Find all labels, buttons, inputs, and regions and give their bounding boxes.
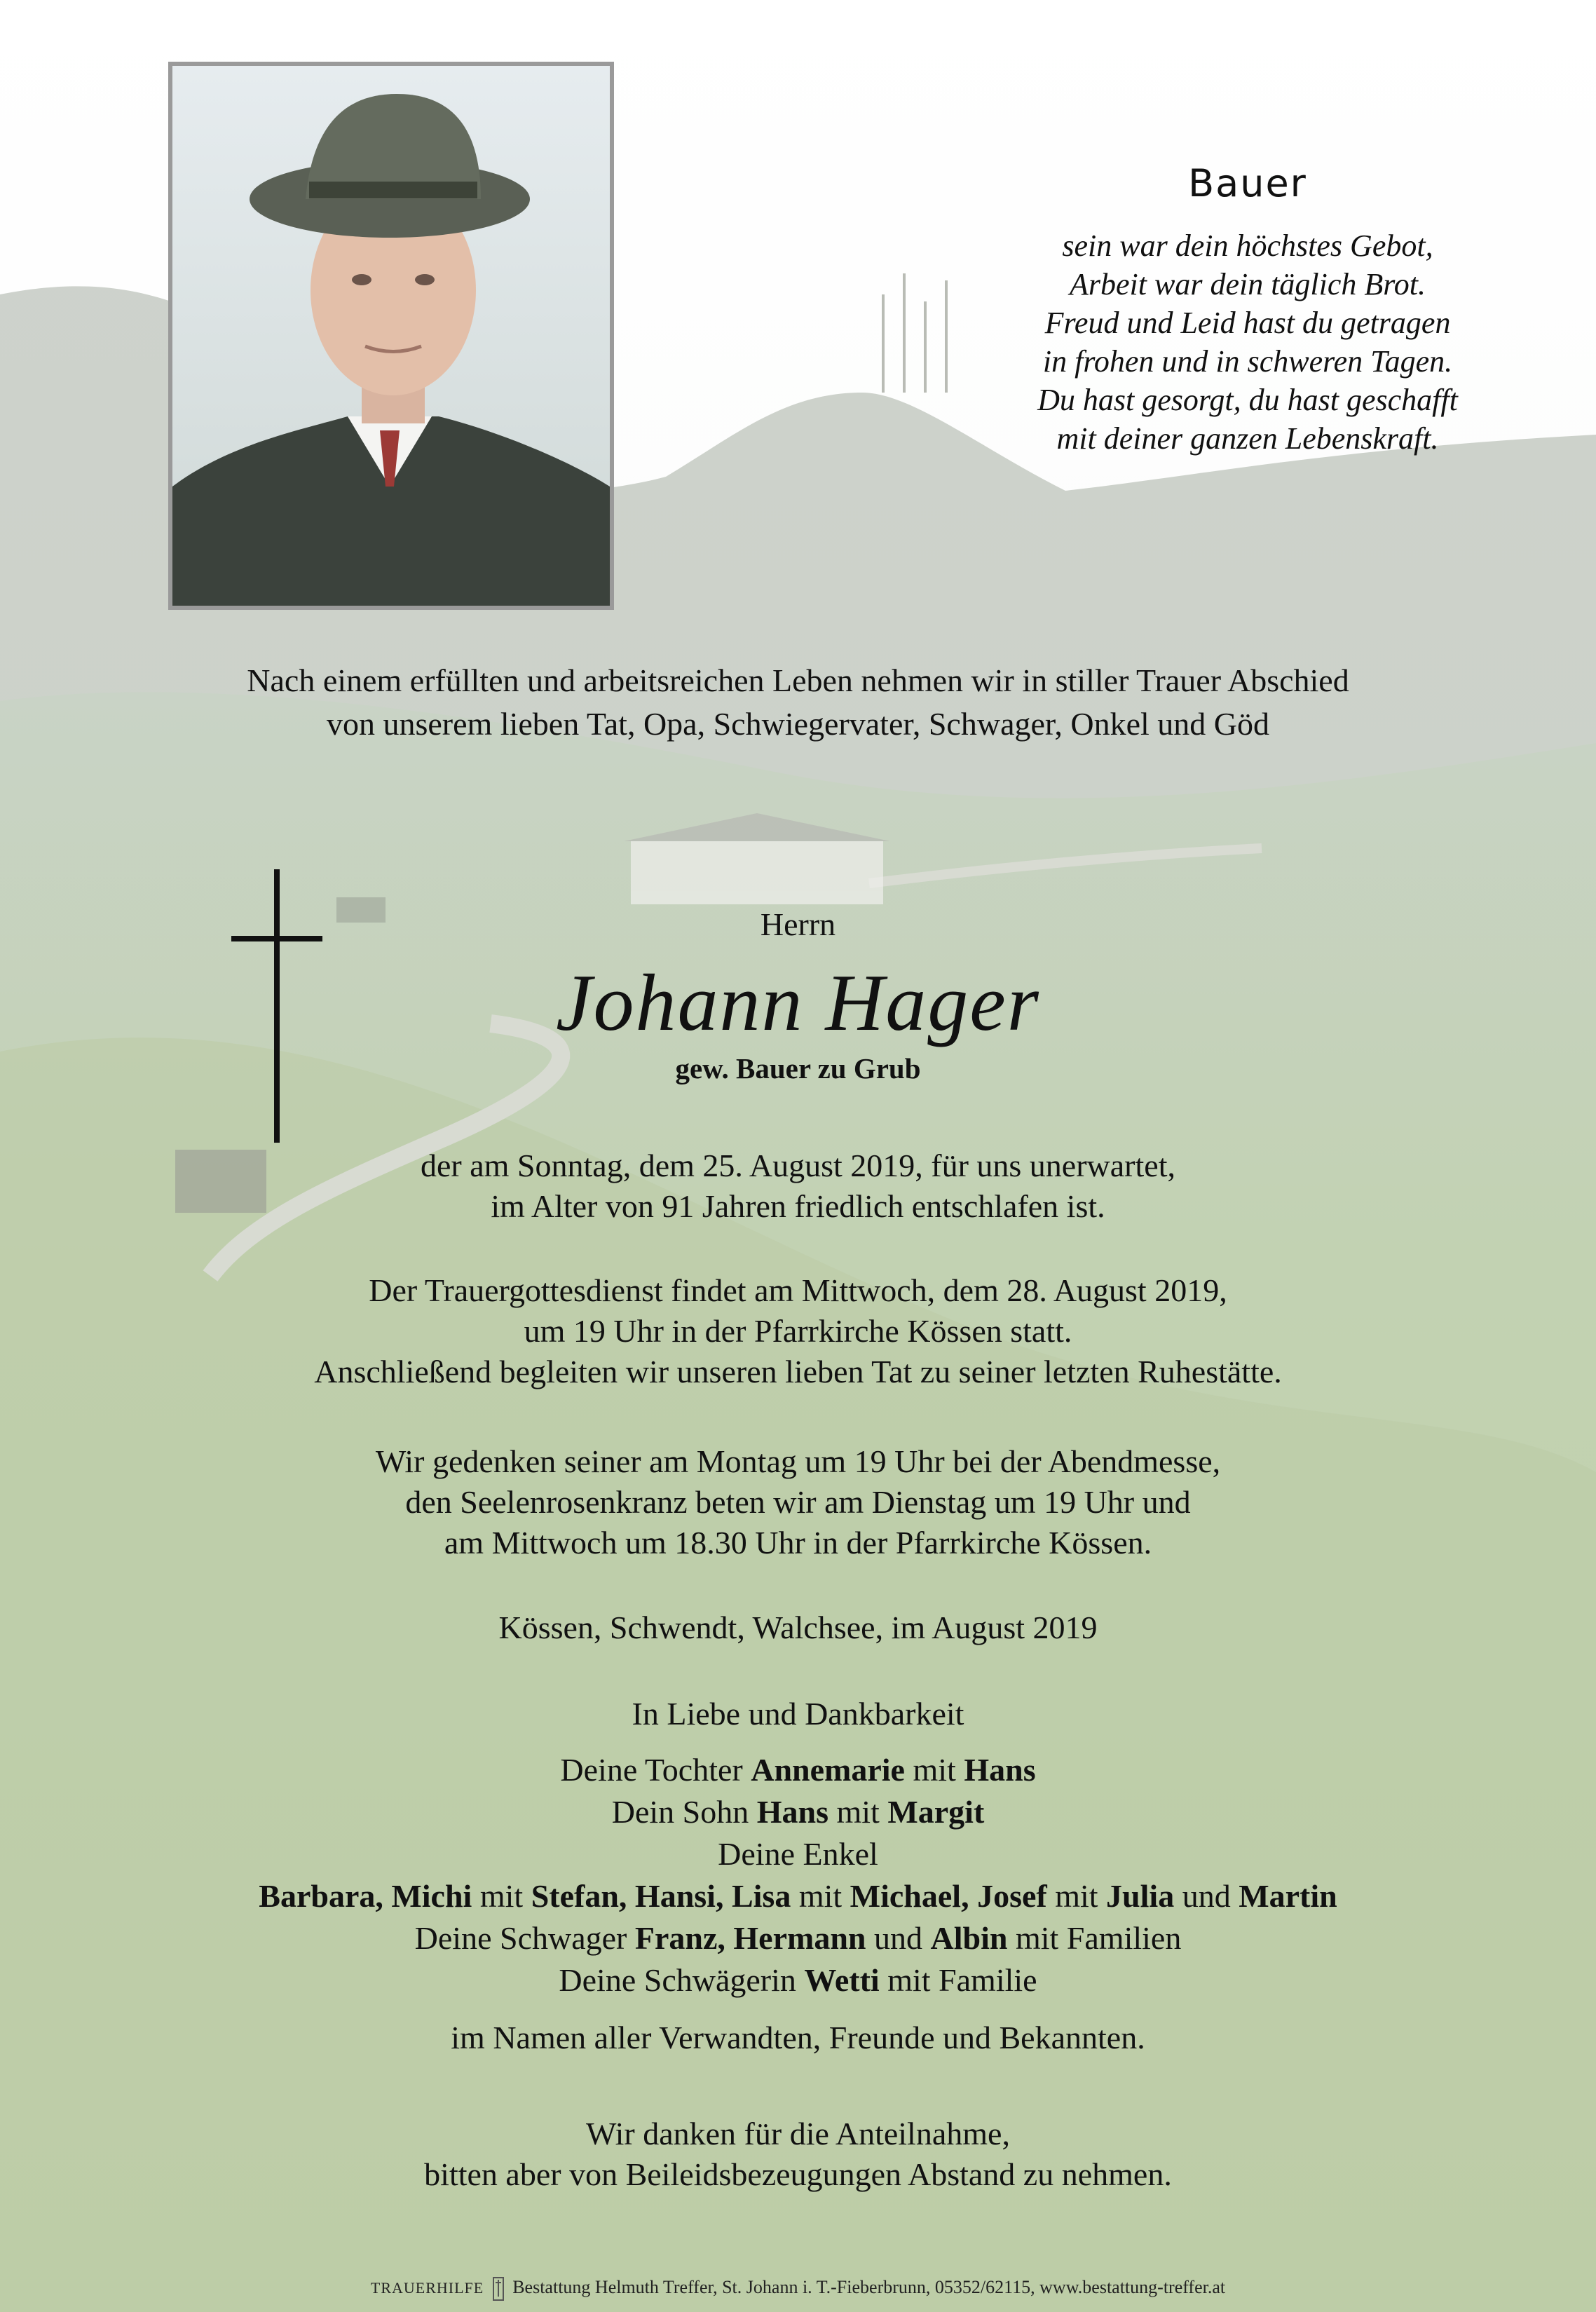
funeral-line: Der Trauergottesdienst findet am Mittwoch, dem 28. August 2019,: [369, 1272, 1227, 1308]
poem-line: Arbeit war dein täglich Brot.: [1070, 267, 1426, 301]
closing-line: bitten aber von Beileidsbezeugungen Abstand zu nehmen.: [424, 2156, 1172, 2192]
family-text: Deine Tochter: [560, 1752, 743, 1788]
family-text: und: [1182, 1878, 1231, 1914]
family-text: mit: [913, 1752, 956, 1788]
family-line-brothers-in-law: [0, 1917, 1596, 1959]
intro-line: von unserem lieben Tat, Opa, Schwiegervater, Schwager, Onkel und Göd: [326, 706, 1270, 742]
footer: [0, 2277, 1596, 2301]
family-text: mit: [836, 1794, 880, 1830]
funeral-home-logo-icon: [493, 2277, 504, 2301]
memorial-info: [0, 1441, 1596, 1563]
family-name: Michael, Josef: [850, 1878, 1047, 1914]
family-text: mit: [479, 1878, 524, 1914]
memorial-line: Wir gedenken seiner am Montag um 19 Uhr bei der Abendmesse,: [375, 1443, 1221, 1479]
all-relatives: im Namen aller Verwandten, Freunde und Bekannten.: [451, 2020, 1145, 2055]
poem-line: mit deiner ganzen Lebenskraft.: [1056, 421, 1439, 456]
family-text: mit Familie: [887, 1962, 1037, 1998]
poem-line: Du hast gesorgt, du hast geschafft: [1037, 383, 1458, 417]
footer-brand: TRAUERHILFE: [370, 2279, 484, 2297]
poem-line: sein war dein höchstes Gebot,: [1062, 229, 1433, 263]
family-name: Wetti: [804, 1962, 880, 1998]
portrait-photo: [168, 62, 614, 610]
place-date: Kössen, Schwendt, Walchsee, im August 2019: [498, 1610, 1098, 1645]
deceased-name: Johann Hager: [556, 958, 1040, 1048]
family-line-grandchildren: [0, 1875, 1596, 1917]
memorial-line: am Mittwoch um 18.30 Uhr in der Pfarrkirche Kössen.: [444, 1525, 1152, 1560]
family-name: Barbara, Michi: [259, 1878, 472, 1914]
family-name: Julia: [1106, 1878, 1175, 1914]
love-thanks: In Liebe und Dankbarkeit: [632, 1696, 964, 1732]
family-text: mit: [1055, 1878, 1098, 1914]
family-name: Annemarie: [751, 1752, 905, 1788]
family-text: Dein Sohn: [611, 1794, 749, 1830]
funeral-info: [0, 1270, 1596, 1392]
family-line-sister-in-law: [0, 1959, 1596, 2001]
family-name: Hans: [964, 1752, 1036, 1788]
death-notice-line: im Alter von 91 Jahren friedlich entschlafen ist.: [491, 1188, 1105, 1224]
poem-line: in frohen und in schweren Tagen.: [1042, 344, 1453, 379]
funeral-line: Anschließend begleiten wir unseren lieben Tat zu seiner letzten Ruhestätte.: [314, 1354, 1282, 1389]
family-name: Franz, Hermann: [634, 1920, 866, 1956]
family-name: Albin: [930, 1920, 1008, 1956]
family-name: Stefan, Hansi, Lisa: [531, 1878, 791, 1914]
family-name: Martin: [1239, 1878, 1337, 1914]
family-text: Deine Schwägerin: [559, 1962, 796, 1998]
memorial-line: den Seelenrosenkranz beten wir am Dienstag um 19 Uhr und: [405, 1484, 1191, 1520]
occupation: gew. Bauer zu Grub: [675, 1052, 921, 1084]
family-name: Margit: [887, 1794, 985, 1830]
poem: [953, 161, 1542, 458]
intro-text: [0, 659, 1596, 746]
family-text: mit: [798, 1878, 843, 1914]
family-name: Hans: [756, 1794, 828, 1830]
closing-text: [0, 2114, 1596, 2195]
family-text: und: [874, 1920, 922, 1956]
death-notice-line: der am Sonntag, dem 25. August 2019, für uns unerwartet,: [421, 1148, 1175, 1183]
family-text: mit Familien: [1015, 1920, 1182, 1956]
salutation: Herrn: [760, 906, 836, 942]
family-text: Deine Schwager: [414, 1920, 627, 1956]
poem-line: Freud und Leid hast du getragen: [1044, 306, 1451, 340]
closing-line: Wir danken für die Anteilnahme,: [586, 2116, 1010, 2151]
poem-title: Bauer: [1188, 161, 1307, 205]
family-line-son: [0, 1791, 1596, 1833]
family-list: [0, 1749, 1596, 2001]
family-line-grandchildren-label: Deine Enkel: [718, 1836, 878, 1872]
intro-line: Nach einem erfüllten und arbeitsreichen Leben nehmen wir in stiller Trauer Abschied: [247, 662, 1349, 698]
funeral-line: um 19 Uhr in der Pfarrkirche Kössen statt.: [524, 1313, 1072, 1349]
footer-text: Bestattung Helmuth Treffer, St. Johann i. T.-Fieberbrunn, 05352/62115, www.bestattung-treffer.at: [512, 2277, 1226, 2297]
family-line-daughter: [0, 1749, 1596, 1791]
death-notice: [0, 1145, 1596, 1227]
